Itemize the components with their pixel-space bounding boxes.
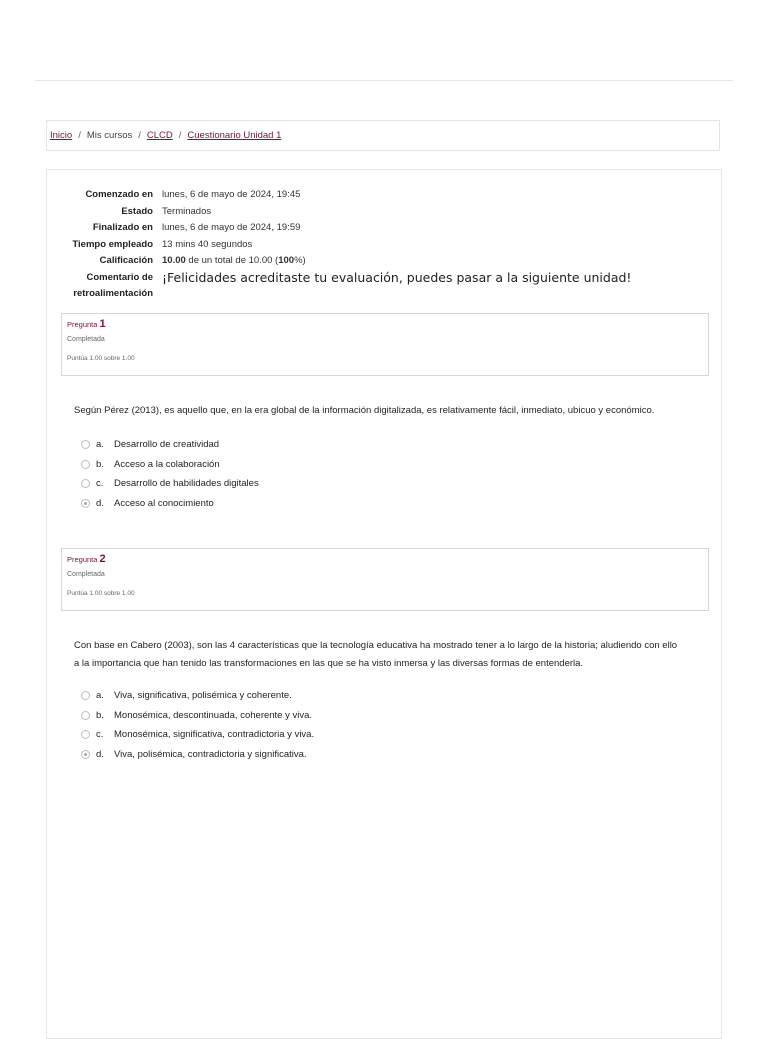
attempt-summary-table — [47, 187, 707, 302]
question-number — [67, 553, 703, 566]
answer-text: Monosémica, descontinuada, coherente y viva. — [114, 709, 313, 721]
answer-option[interactable] — [81, 435, 681, 455]
question-text-2 — [74, 637, 704, 673]
radio-button[interactable] — [81, 440, 90, 449]
feedback-label-line2: retroalimentación — [73, 287, 153, 299]
answer-letter: a. — [96, 690, 104, 702]
breadcrumb-my-courses: Mis cursos — [86, 130, 133, 141]
answer-list-1 — [81, 435, 681, 513]
answer-option[interactable] — [81, 686, 681, 706]
answer-option-selected[interactable] — [81, 494, 681, 514]
answer-option[interactable] — [81, 474, 681, 494]
answer-letter: c. — [96, 478, 104, 490]
state-label: Estado — [121, 205, 153, 217]
grade-value — [162, 253, 306, 270]
breadcrumb-course-link[interactable]: CLCD — [146, 130, 173, 141]
grade-total: de un total de 10.00 ( — [185, 255, 279, 266]
question-label: Pregunta — [67, 555, 98, 564]
answer-option[interactable] — [81, 706, 681, 726]
breadcrumb-separator: / — [138, 130, 141, 141]
time-taken-label: Tiempo empleado — [72, 238, 153, 250]
summary-row-started — [47, 187, 707, 204]
feedback-label-line1: Comentario de — [86, 271, 153, 283]
question-number — [67, 318, 703, 331]
summary-row-grade — [47, 253, 707, 270]
breadcrumb-separator: / — [78, 130, 81, 141]
question-number-value: 2 — [99, 553, 106, 565]
question-text-line: a la importancia que han tenido las transformaciones en las que se ha visto inmersa y las diversas formas de entenderla. — [74, 658, 584, 669]
started-value: lunes, 6 de mayo de 2024, 19:45 — [162, 189, 301, 200]
answer-text: Acceso a la colaboración — [114, 458, 220, 470]
grade-score: 10.00 — [162, 255, 186, 266]
answer-letter: a. — [96, 439, 104, 451]
answer-letter: d. — [96, 497, 104, 509]
quiz-review-content — [46, 169, 722, 1039]
summary-row-time — [47, 237, 707, 254]
answer-list-2 — [81, 686, 681, 764]
question-grade: Puntúa 1.00 sobre 1.00 — [67, 355, 135, 362]
started-label: Comenzado en — [85, 189, 153, 200]
question-number-value: 1 — [99, 318, 106, 330]
grade-percent-suffix: %) — [294, 255, 306, 266]
question-state: Completada — [67, 571, 105, 578]
answer-text: Desarrollo de habilidades digitales — [114, 478, 259, 490]
breadcrumb-home-link[interactable]: Inicio — [50, 130, 73, 141]
question-grade: Puntúa 1.00 sobre 1.00 — [67, 590, 135, 597]
radio-button[interactable] — [81, 730, 90, 739]
question-text-1 — [74, 402, 704, 420]
finished-value: lunes, 6 de mayo de 2024, 19:59 — [162, 222, 301, 233]
answer-text: Desarrollo de creatividad — [114, 439, 220, 451]
breadcrumb — [46, 120, 720, 151]
question-label: Pregunta — [67, 320, 98, 329]
answer-option-selected[interactable] — [81, 745, 681, 765]
radio-button[interactable] — [81, 711, 90, 720]
summary-row-state — [47, 204, 707, 221]
state-value: Terminados — [162, 205, 212, 217]
question-text-line: Según Pérez (2013), es aquello que, en la era global de la información digitalizada, es relativamente fácil, inmediato, ubicuo y económico. — [74, 405, 655, 416]
grade-label: Calificación — [99, 255, 153, 266]
question-info-2 — [61, 548, 709, 611]
radio-button-selected[interactable] — [81, 750, 90, 759]
radio-button[interactable] — [81, 691, 90, 700]
breadcrumb-quiz-link[interactable]: Cuestionario Unidad 1 — [187, 130, 282, 141]
answer-letter: d. — [96, 748, 104, 760]
question-text-line: Con base en Cabero (2003), son las 4 características que la tecnología educativa ha mostrado tener a lo largo de la historia; aludiendo con ello — [74, 640, 678, 651]
answer-letter: b. — [96, 709, 104, 721]
question-info-1 — [61, 313, 709, 376]
radio-button[interactable] — [81, 460, 90, 469]
answer-option[interactable] — [81, 455, 681, 475]
finished-label: Finalizado en — [92, 222, 153, 233]
answer-letter: b. — [96, 458, 104, 470]
radio-button[interactable] — [81, 479, 90, 488]
summary-row-finished — [47, 220, 707, 237]
answer-option[interactable] — [81, 725, 681, 745]
answer-text: Monosémica, significativa, contradictoria y viva. — [114, 729, 315, 741]
answer-text: Viva, polisémica, contradictoria y significativa. — [114, 748, 307, 760]
grade-percent: 100 — [278, 255, 295, 266]
header-divider — [35, 80, 733, 81]
feedback-value: ¡Felicidades acreditaste tu evaluación, puedes pasar a la siguiente unidad! — [162, 269, 632, 285]
summary-row-feedback — [47, 270, 707, 302]
time-taken-value: 13 mins 40 segundos — [162, 238, 253, 250]
answer-text: Viva, significativa, polisémica y coherente. — [114, 690, 292, 702]
answer-text: Acceso al conocimiento — [114, 497, 214, 509]
question-state: Completada — [67, 336, 105, 343]
feedback-label — [47, 270, 162, 302]
radio-button-selected[interactable] — [81, 499, 90, 508]
answer-letter: c. — [96, 729, 104, 741]
breadcrumb-separator: / — [178, 130, 182, 141]
